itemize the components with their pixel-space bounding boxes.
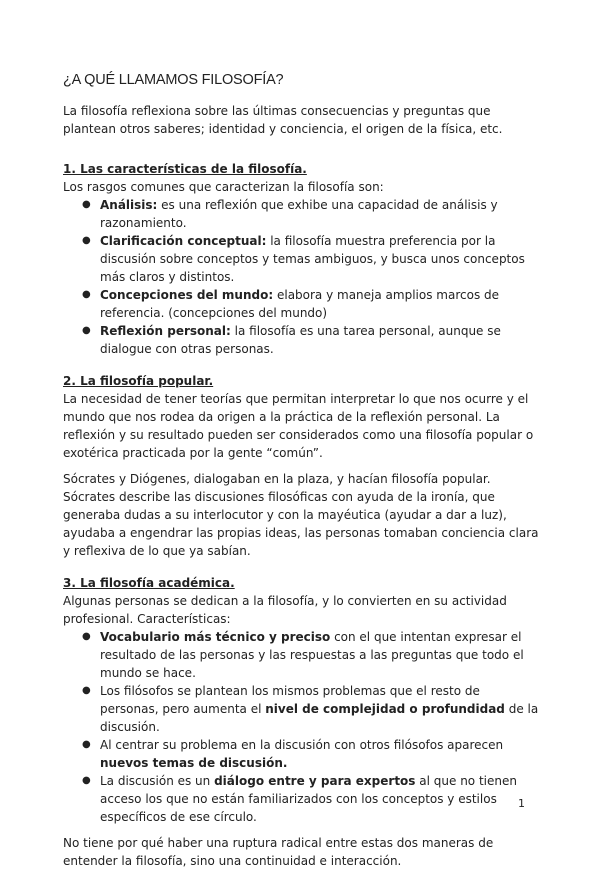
list-item-vocabulario: ● Vocabulario más técnico y preciso con el que intentan expresar el resultado de las personas y las respuestas a las preguntas que todo el mundo se hace.	[82, 630, 524, 680]
section-2-heading: 2. La filosofía popular.	[63, 374, 214, 388]
document-page	[63, 72, 541, 870]
page-number: 1	[518, 797, 525, 810]
section-2-paragraph-1: La necesidad de tener teorías que permitan interpretar lo que nos ocurre y el mundo que nos rodea da origen a la práctica de la reflexión personal. La reflexión y su resultado pueden ser considerados como una filosofía popular o exotérica practicada por la gente “común”.	[63, 392, 534, 460]
page-title: ¿A QUÉ LLAMAMOS FILOSOFÍA?	[63, 72, 284, 88]
section-2-paragraph-2: Sócrates y Diógenes, dialogaban en la plaza, y hacían filosofía popular. Sócrates describe las discusiones filosóficas con ayuda de la ironía, que generaba dudas a su interlocutor y con la mayéutica (ayudar a dar a luz), ayudaba a engendrar las propias ideas, las personas tomaban conciencia clara y reflexiva de lo que ya sabían.	[63, 472, 539, 558]
bullet-icon: ●	[82, 325, 91, 336]
closing-paragraph: No tiene por qué haber una ruptura radical entre estas dos maneras de entender la filosofía, sino una continuidad e interacción.	[63, 836, 494, 868]
section-3-lead: Algunas personas se dedican a la filosofía, y lo convierten en su actividad profesional. Características:	[63, 594, 507, 626]
list-item-analisis: ● Análisis: es una reflexión que exhibe una capacidad de análisis y razonamiento.	[82, 198, 498, 230]
list-item-clarificacion: ● Clarificación conceptual: la filosofía muestra preferencia por la discusión sobre conceptos y temas ambiguos, y busca unos conceptos más claros y distintos.	[82, 234, 525, 284]
list-item-complejidad: ● Los filósofos se plantean los mismos problemas que el resto de personas, pero aumenta el nivel de complejidad o profundidad de la discusión.	[82, 684, 539, 734]
bullet-icon: ●	[82, 289, 91, 300]
section-3-list	[63, 628, 541, 826]
bullet-icon: ●	[82, 235, 91, 246]
section-3-heading: 3. La filosofía académica.	[63, 576, 235, 590]
section-1-list	[63, 196, 541, 358]
section-1-lead: Los rasgos comunes que caracterizan la filosofía son:	[63, 180, 384, 194]
section-1-heading: 1. Las características de la filosofía.	[63, 162, 307, 176]
list-item-nuevos-temas: ● Al centrar su problema en la discusión con otros filósofos aparecen nuevos temas de discusión.	[82, 738, 504, 770]
bullet-icon: ●	[82, 739, 91, 750]
bullet-icon: ●	[82, 631, 91, 642]
list-item-concepciones: ● Concepciones del mundo: elabora y maneja amplios marcos de referencia. (concepciones del mundo)	[82, 288, 500, 320]
bullet-icon: ●	[82, 775, 91, 786]
bullet-icon: ●	[82, 199, 91, 210]
bullet-icon: ●	[82, 685, 91, 696]
intro-paragraph: La filosofía reflexiona sobre las últimas consecuencias y preguntas que plantean otros saberes; identidad y conciencia, el origen de la física, etc.	[63, 104, 503, 136]
list-item-dialogo: ● La discusión es un diálogo entre y para expertos al que no tienen acceso los que no están familiarizados con los conceptos y estilos específicos de ese círculo.	[82, 774, 517, 824]
list-item-reflexion: ● Reflexión personal: la filosofía es una tarea personal, aunque se dialogue con otras personas.	[82, 324, 501, 356]
